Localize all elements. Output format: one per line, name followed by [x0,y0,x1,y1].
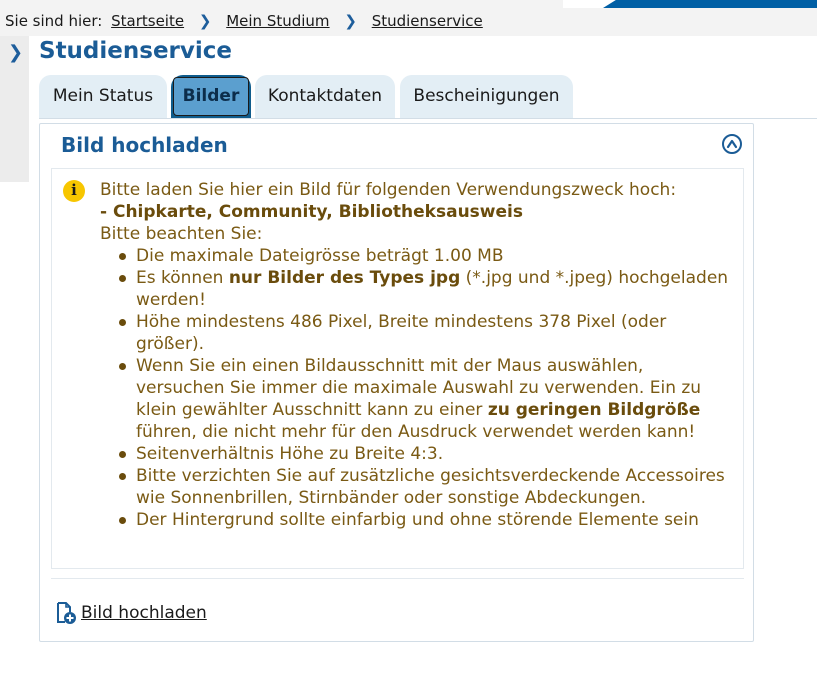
tab-label: Mein Status [52,86,154,106]
rule-emphasis: nur Bilder des Types jpg [228,268,461,288]
list-item [136,465,730,509]
rule-text: Wenn Sie ein einen Bildausschnitt mit der Maus auswählen, versuchen Sie immer die maximale Auswahl zu verwenden. Ein zu klein gewählter Ausschnitt kann zu einer [136,356,702,420]
breadcrumb-link-startseite[interactable]: Startseite [111,12,185,30]
list-item [136,267,730,311]
tab-mein-status[interactable] [39,75,167,118]
info-box [51,168,744,569]
rule-text: Der Hintergrund sollte einfarbig und ohne störende Elemente sein [136,510,699,530]
chevron-up-circle-icon[interactable] [722,134,742,154]
rules-list [100,245,730,531]
rule-text: führen, die nicht mehr für den Ausdruck verwendet werden kann! [136,422,696,442]
rule-text: (*.jpg und *.jpeg) hochgeladen werden! [136,268,729,310]
breadcrumb [5,12,483,30]
tab-label: Bescheinigungen [413,86,560,106]
rule-text: Seitenverhältnis Höhe zu Breite 4:3. [136,444,444,464]
breadcrumb-link-mein-studium[interactable]: Mein Studium [226,12,330,30]
list-item [136,509,730,531]
breadcrumb-prefix: Sie sind hier: [5,12,103,30]
upload-image-link[interactable] [55,601,207,625]
tab-kontaktdaten[interactable] [255,75,395,118]
tab-label: Bilder [173,77,249,116]
info-intro: Bitte laden Sie hier ein Bild für folgenden Verwendungszweck hoch: [100,180,677,200]
header-brand-band [603,0,817,8]
list-item [136,245,730,267]
list-item [136,311,730,355]
breadcrumb-link-studienservice[interactable]: Studienservice [371,12,483,30]
info-text [100,179,730,531]
tab-label: Kontaktdaten [267,86,383,106]
rule-emphasis: zu geringen Bildgröße [487,400,701,420]
file-add-icon [55,601,77,625]
info-icon: i [63,180,85,202]
rule-text: Die maximale Dateigrösse beträgt 1.00 MB [136,246,504,266]
list-item [136,355,730,443]
sidebar-rail[interactable] [0,36,29,182]
chevron-right-icon[interactable]: ❯ [8,42,24,63]
page-title: Studienservice [39,38,232,64]
tab-bilder[interactable] [171,75,251,118]
list-item [136,443,730,465]
rule-text: Es können [136,268,229,288]
tab-divider [39,118,817,119]
panel-title: Bild hochladen [61,133,228,157]
upload-link-label: Bild hochladen [81,603,207,623]
chevron-right-icon: ❯ [198,12,212,30]
info-purpose: - Chipkarte, Community, Bibliotheksausweis [100,202,523,222]
divider [51,578,744,579]
chevron-right-icon: ❯ [344,12,357,30]
upload-panel [39,123,754,642]
rule-text: Bitte verzichten Sie auf zusätzliche gesichtsverdeckende Accessoires wie Sonnenbrillen, Stirnbänder oder sonstige Abdeckungen. [136,466,725,508]
info-note: Bitte beachten Sie: [100,224,263,244]
tab-bescheinigungen[interactable] [400,75,573,118]
header-bar [0,0,817,36]
rule-text: Höhe mindestens 486 Pixel, Breite mindestens 378 Pixel (oder größer). [136,312,667,354]
